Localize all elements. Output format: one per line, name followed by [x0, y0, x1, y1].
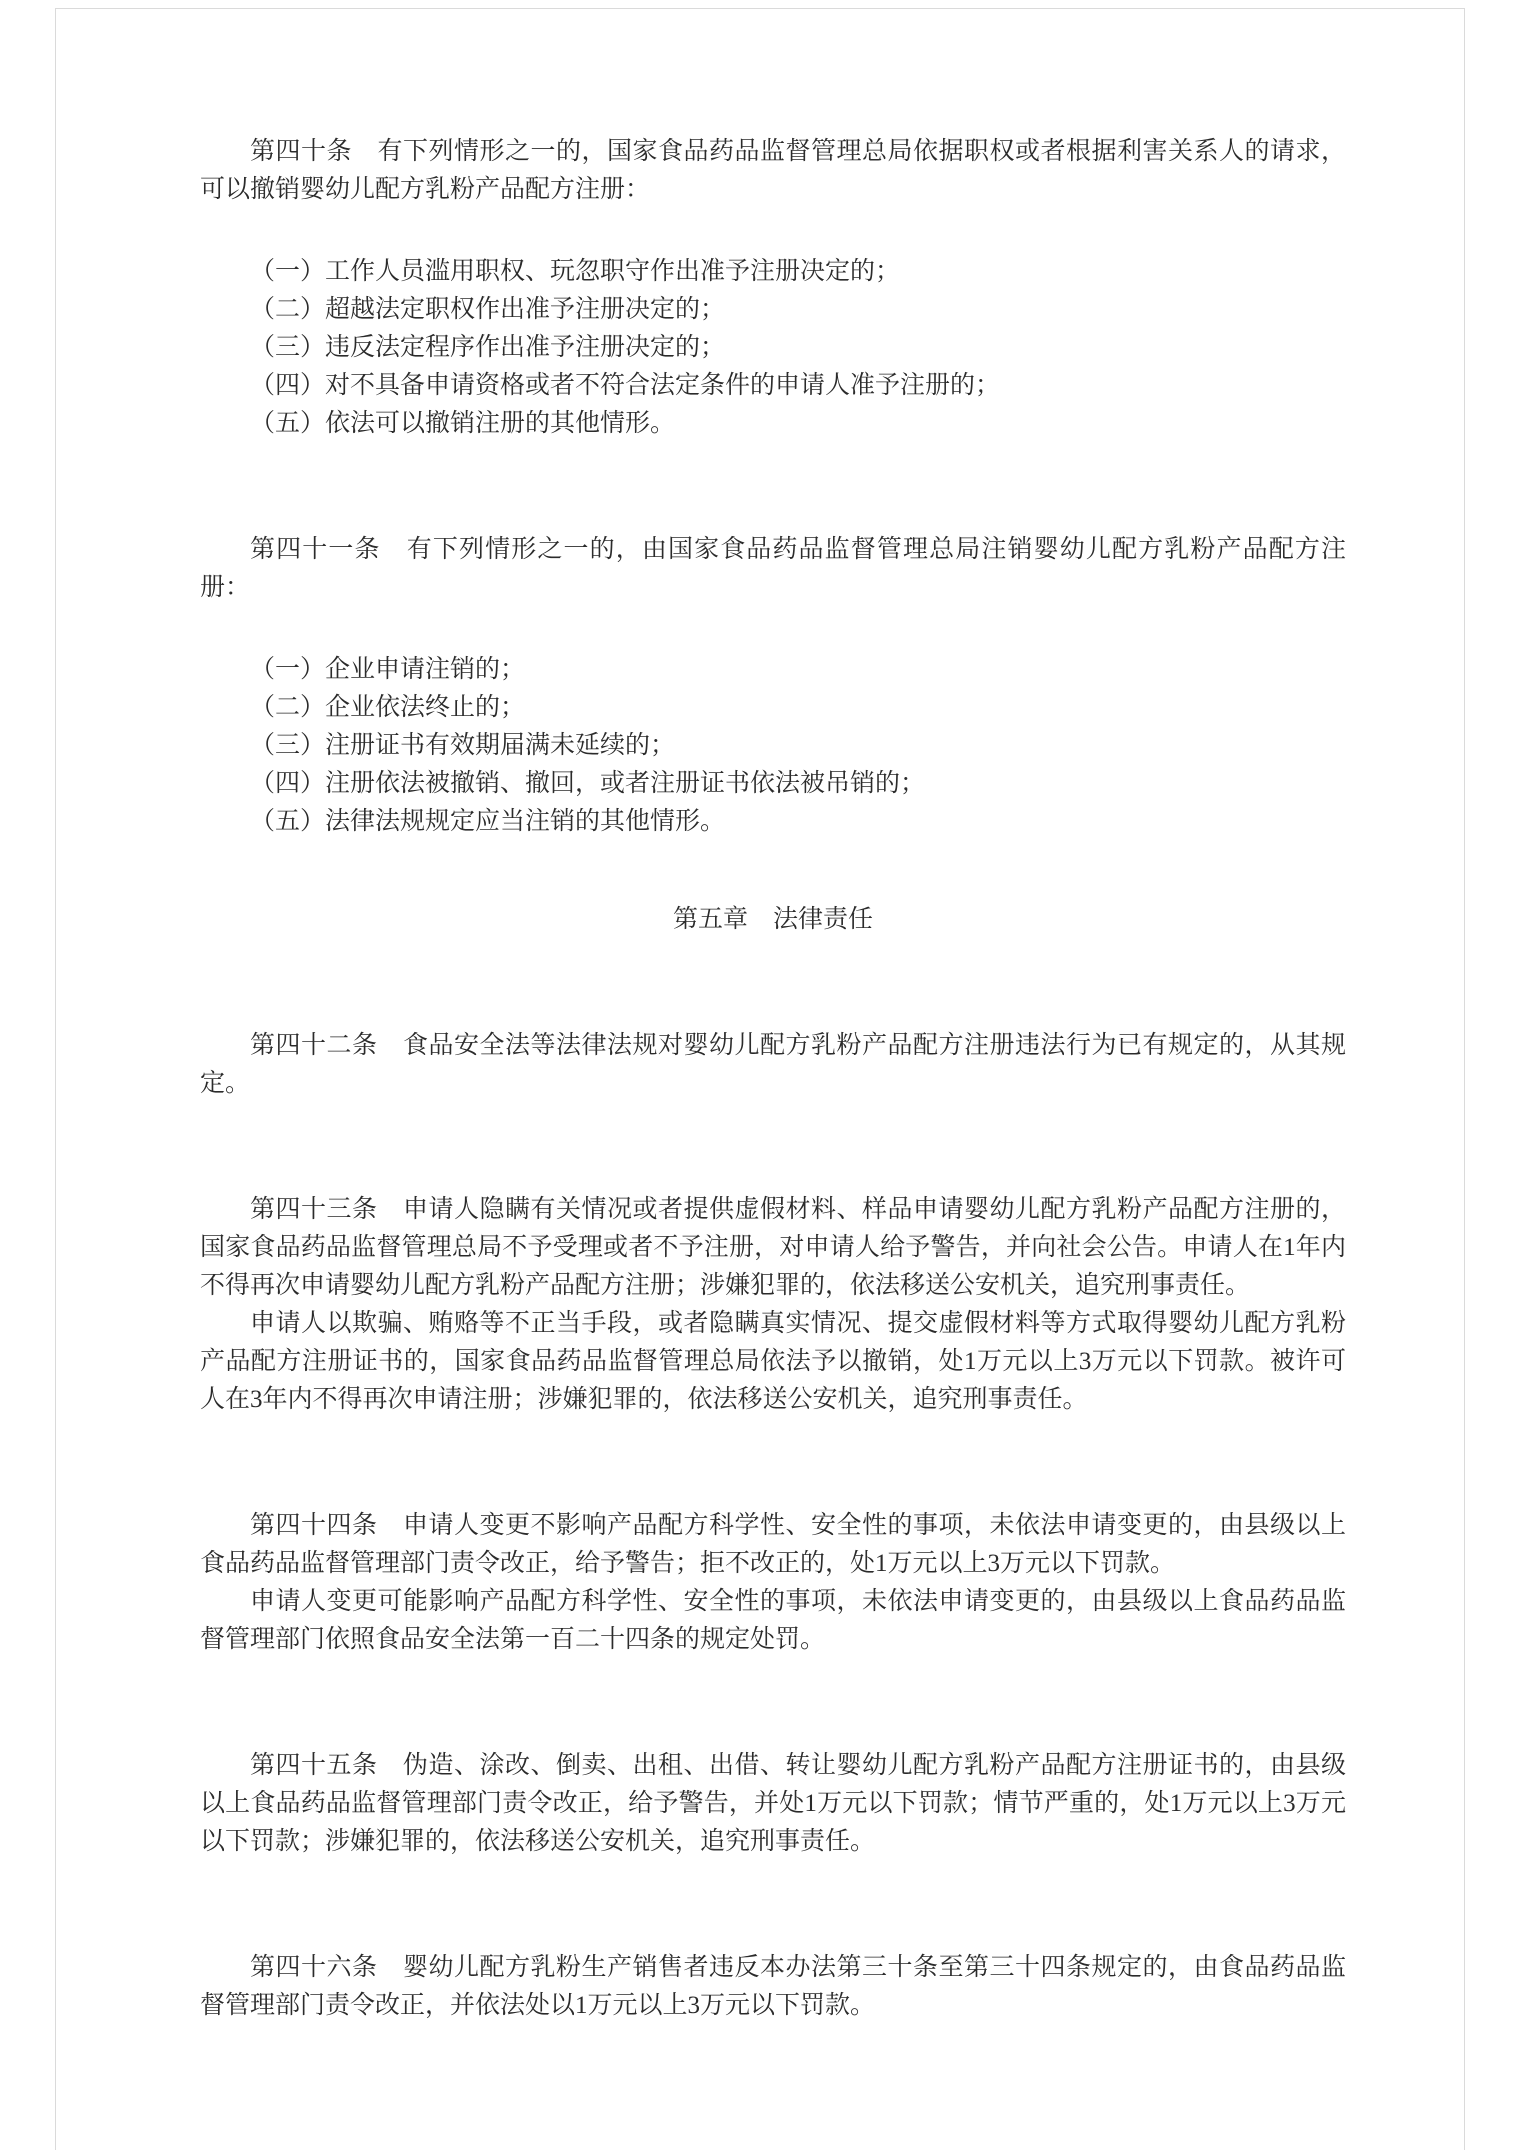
article-42-paragraph-1: 第四十二条 食品安全法等法律法规对婴幼儿配方乳粉产品配方注册违法行为已有规定的，从其规定。: [200, 1032, 1346, 1097]
chapter-5-heading: 第五章 法律责任: [672, 906, 873, 933]
article-41-item-2: （二）企业依法终止的；: [250, 694, 526, 721]
article-45-paragraph-1: 第四十五条 伪造、涂改、倒卖、出租、出借、转让婴幼儿配方乳粉产品配方注册证书的，由县级以上食品药品监督管理部门责令改正，给予警告，并处1万元以下罚款；情节严重的，处1万元以上3万元以下罚款；涉嫌犯罪的，依法移送公安机关，追究刑事责任。: [200, 1752, 1346, 1855]
article-45: [200, 1747, 1346, 1861]
article-43-paragraph-1: 第四十三条 申请人隐瞒有关情况或者提供虚假材料、样品申请婴幼儿配方乳粉产品配方注册的，国家食品药品监督管理总局不予受理或者不予注册，对申请人给予警告，并向社会公告。申请人在1年内不得再次申请婴幼儿配方乳粉产品配方注册；涉嫌犯罪的，依法移送公安机关，追究刑事责任。: [200, 1196, 1346, 1299]
article-40-list: [200, 253, 1346, 443]
article-40-intro: 第四十条 有下列情形之一的，国家食品药品监督管理总局依据职权或者根据利害关系人的请求，可以撤销婴幼儿配方乳粉产品配方注册：: [200, 138, 1346, 203]
article-44-paragraph-2: 申请人变更可能影响产品配方科学性、安全性的事项，未依法申请变更的，由县级以上食品药品监督管理部门依照食品安全法第一百二十四条的规定处罚。: [200, 1588, 1346, 1653]
article-41-item-5: （五）法律法规规定应当注销的其他情形。: [250, 808, 726, 835]
document-page: [55, 8, 1465, 2150]
article-44: [200, 1507, 1346, 1659]
article-40: [200, 133, 1346, 443]
article-43-paragraph-2: 申请人以欺骗、贿赂等不正当手段，或者隐瞒真实情况、提交虚假材料等方式取得婴幼儿配方乳粉产品配方注册证书的，国家食品药品监督管理总局依法予以撤销，处1万元以上3万元以下罚款。被许可人在3年内不得再次申请注册；涉嫌犯罪的，依法移送公安机关，追究刑事责任。: [200, 1310, 1346, 1413]
article-42: [200, 1027, 1346, 1103]
article-40-item-2: （二）超越法定职权作出准予注册决定的；: [250, 296, 726, 323]
article-41-list: [200, 651, 1346, 841]
article-41-intro: 第四十一条 有下列情形之一的，由国家食品药品监督管理总局注销婴幼儿配方乳粉产品配方注册：: [200, 536, 1346, 601]
article-46-paragraph-1: 第四十六条 婴幼儿配方乳粉生产销售者违反本办法第三十条至第三十四条规定的，由食品药品监督管理部门责令改正，并依法处以1万元以上3万元以下罚款。: [200, 1954, 1346, 2019]
article-46: [200, 1949, 1346, 2025]
article-41-item-4: （四）注册依法被撤销、撤回，或者注册证书依法被吊销的；: [250, 770, 926, 797]
article-41-item-3: （三）注册证书有效期届满未延续的；: [250, 732, 676, 759]
article-40-item-4: （四）对不具备申请资格或者不符合法定条件的申请人准予注册的；: [250, 372, 1001, 399]
article-40-item-1: （一）工作人员滥用职权、玩忽职守作出准予注册决定的；: [250, 258, 901, 285]
article-41-item-1: （一）企业申请注销的；: [250, 656, 526, 683]
article-40-item-3: （三）违反法定程序作出准予注册决定的；: [250, 334, 726, 361]
article-40-item-5: （五）依法可以撤销注册的其他情形。: [250, 410, 676, 437]
article-41: [200, 531, 1346, 841]
article-43: [200, 1191, 1346, 1419]
article-44-paragraph-1: 第四十四条 申请人变更不影响产品配方科学性、安全性的事项，未依法申请变更的，由县级以上食品药品监督管理部门责令改正，给予警告；拒不改正的，处1万元以上3万元以下罚款。: [200, 1512, 1346, 1577]
